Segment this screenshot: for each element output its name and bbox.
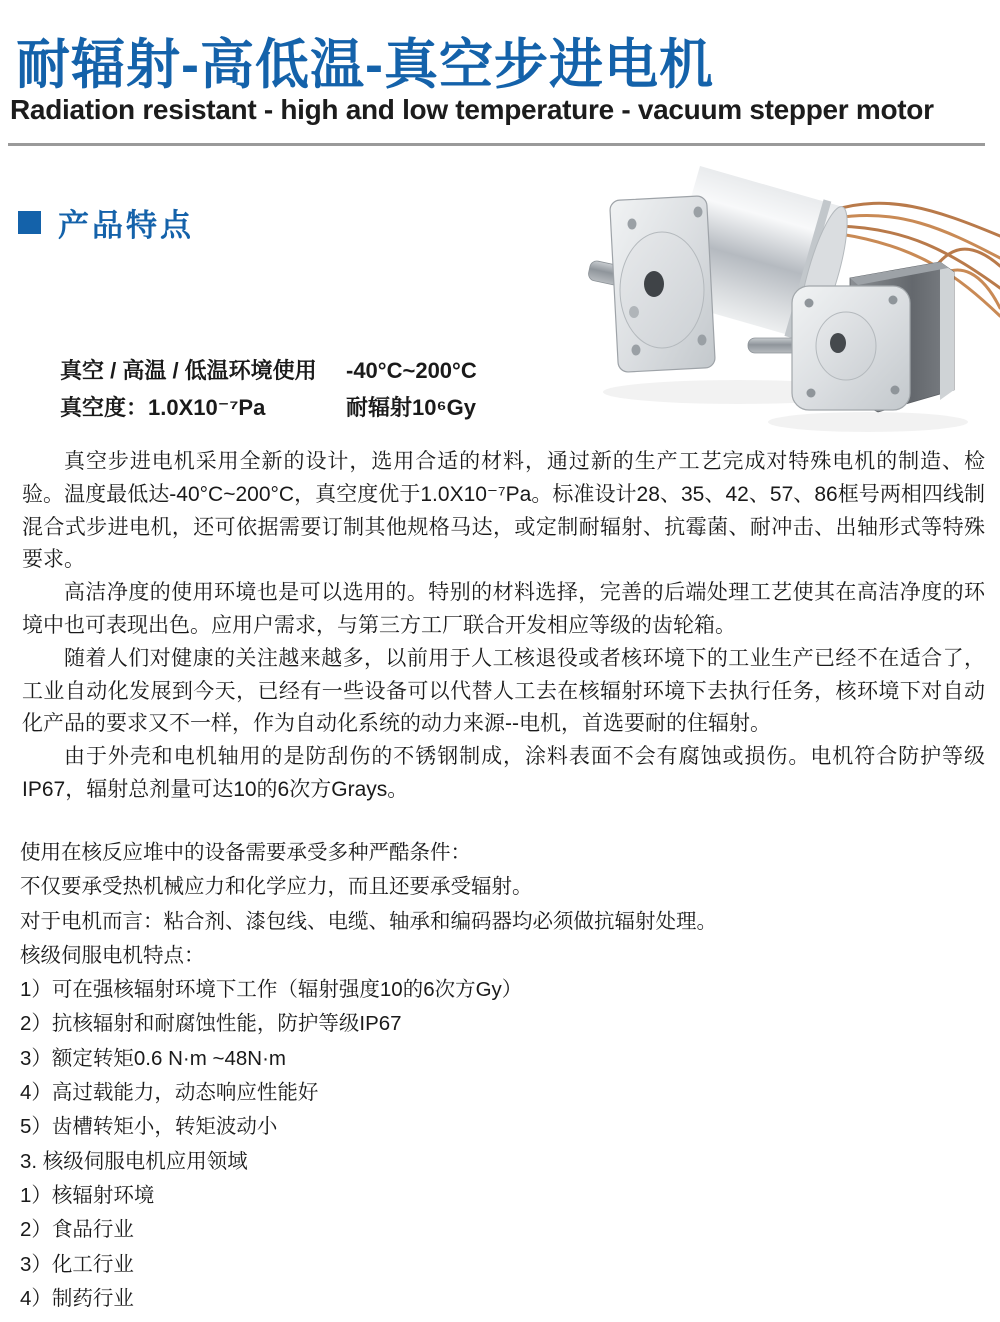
feature-notes — [20, 836, 985, 1316]
note-line: 2）抗核辐射和耐腐蚀性能，防护等级IP67 — [20, 1012, 402, 1036]
section-header — [18, 200, 194, 245]
section-heading: 产品特点 — [58, 208, 194, 243]
note-line: 2）食品行业 — [20, 1218, 134, 1242]
feature-paragraph: 随着人们对健康的关注越来越多，以前用于人工核退役或者核环境下的工业生产已经不在适合了，工业自动化发展到今天，已经有一些设备可以代替人工去在核辐射环境下去执行任务，核环境下对自动化产品的要求又不一样，作为自动化系统的动力来源--电机，首选要耐的住辐射。 — [22, 646, 985, 736]
note-line: 1）可在强核辐射环境下工作（辐射强度10的6次方Gy） — [20, 978, 523, 1002]
note-line: 使用在核反应堆中的设备需要承受多种严酷条件： — [20, 841, 471, 864]
page-title-en: Radiation resistant - high and low temperature - vacuum stepper motor — [10, 94, 934, 125]
spec-value: 耐辐射10⁶Gy — [346, 395, 476, 420]
note-line: 不仅要承受热机械应力和化学应力，而且还要承受辐射。 — [20, 875, 533, 899]
page-title-zh: 耐辐射-高低温-真空步进电机 — [16, 35, 714, 95]
note-line: 3. 核级伺服电机应用领域 — [20, 1149, 248, 1173]
feature-paragraph: 由于外壳和电机轴用的是防刮伤的不锈钢制成，涂料表面不会有腐蚀或损伤。电机符合防护等级IP67，辐射总剂量可达10的6次方Grays。 — [22, 745, 985, 801]
feature-paragraph: 真空步进电机采用全新的设计，选用合适的材料，通过新的生产工艺完成对特殊电机的制造、检验。温度最低达-40°C~200°C，真空度优于1.0X10⁻⁷Pa。标准设计28、35、42、57、86框号两相四线制混合式步进电机，还可依据需要订制其他规格马达，或定制耐辐射、抗霉菌、耐冲击、出轴形式等特殊要求。 — [22, 450, 985, 572]
spec-row — [60, 389, 477, 426]
spec-label: 真空 / 高温 / 低温环境使用 — [60, 358, 317, 383]
note-line: 对于电机而言：粘合剂、漆包线、电缆、轴承和编码器均必须做抗辐射处理。 — [20, 909, 717, 933]
note-line: 4）高过载能力，动态响应性能好 — [20, 1081, 319, 1105]
product-image — [588, 150, 1000, 452]
note-line: 5）齿槽转矩小，转矩波动小 — [20, 1115, 278, 1139]
blue-square-bullet-icon — [18, 211, 41, 234]
note-line: 1）核辐射环境 — [20, 1183, 155, 1207]
header-divider — [8, 143, 985, 146]
note-line: 3）化工行业 — [20, 1252, 134, 1276]
feature-paragraphs — [22, 446, 985, 807]
shadow — [768, 412, 968, 432]
spec-value: -40°C~200°C — [346, 358, 477, 383]
note-line: 4）制药行业 — [20, 1286, 134, 1310]
note-line: 3）额定转矩0.6 N·m ~48N·m — [20, 1046, 286, 1070]
spec-row — [60, 352, 477, 389]
spec-label: 真空度：1.0X10⁻⁷Pa — [60, 395, 266, 420]
note-line: 核级伺服电机特点： — [20, 943, 205, 967]
feature-paragraph: 高洁净度的使用环境也是可以选用的。特别的材料选择，完善的后端处理工艺使其在高洁净度的环境中也可表现出色。应用户需求，与第三方工厂联合开发相应等级的齿轮箱。 — [22, 581, 985, 637]
spec-table — [60, 352, 477, 426]
